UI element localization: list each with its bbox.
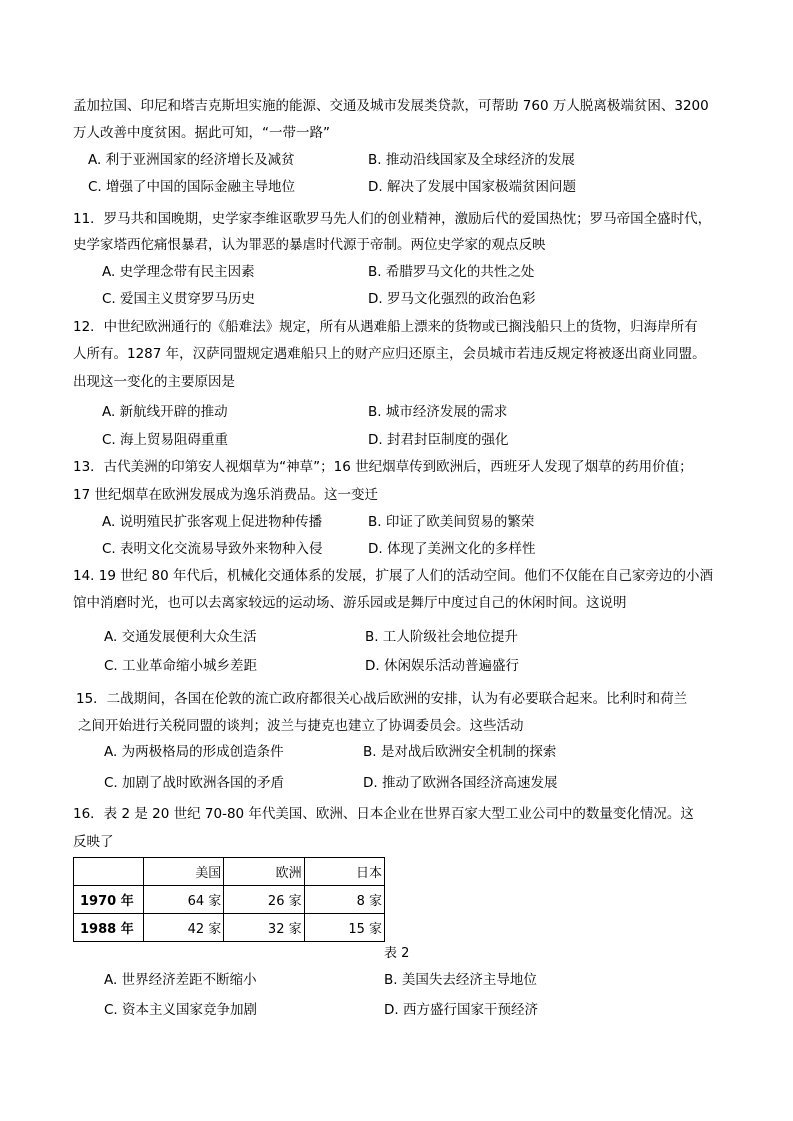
q13-option-b: B. 印证了欧美间贸易的繁荣 (368, 514, 535, 530)
table-header-row (74, 858, 385, 886)
q14-stem-line-1: 14. 19 世纪 80 年代后，机械化交通体系的发展，扩展了人们的活动空间。他们不仅能在自己家旁边的小酒 (73, 568, 713, 584)
table-caption: 表 2 (384, 946, 410, 961)
q10-stem-line-1: 孟加拉国、印尼和塔吉克斯坦实施的能源、交通及城市发展类贷款，可帮助 760 万人脱离极端贫困、3200 (73, 98, 709, 114)
q14-stem-line-2: 馆中消磨时光，也可以去离家较远的运动场、游乐园或是舞厅中度过自己的休闲时间。这说明 (73, 595, 627, 611)
q11-option-d: D. 罗马文化强烈的政治色彩 (368, 291, 536, 307)
q12-option-b: B. 城市经济发展的需求 (368, 404, 508, 420)
q14-option-d: D. 休闲娱乐活动普遍盛行 (365, 658, 519, 674)
q14-option-c: C. 工业革命缩小城乡差距 (104, 658, 258, 674)
q11-option-b: B. 希腊罗马文化的共性之处 (368, 264, 535, 280)
q13-option-d: D. 体现了美洲文化的多样性 (368, 541, 536, 557)
q16-option-b: B. 美国失去经济主导地位 (384, 972, 537, 988)
table-row-header: 1988 年 (74, 914, 144, 942)
q14-option-a: A. 交通发展便利大众生活 (104, 629, 257, 645)
q10-option-a: A. 利于亚洲国家的经济增长及减贫 (88, 152, 295, 168)
table-header-cell: 日本 (304, 858, 384, 886)
q11-stem-line-1: 11．罗马共和国晚期，史学家李维讴歌罗马先人们的创业精神，激励后代的爱国热忱；罗马帝国全盛时代， (73, 211, 712, 227)
q10-option-d: D. 解决了发展中国家极端贫困问题 (368, 179, 576, 195)
q15-stem-line-2: 之间开始进行关税同盟的谈判；波兰与捷克也建立了协调委员会。这些活动 (78, 718, 524, 734)
q13-stem-line-1: 13．古代美洲的印第安人视烟草为“神草”；16 世纪烟草传到欧洲后，西班牙人发现了烟草的药用价值； (73, 459, 693, 475)
table-row-header: 1970 年 (74, 886, 144, 914)
q15-option-a: A. 为两极格局的形成创造条件 (104, 744, 284, 760)
q11-option-a: A. 史学理念带有民主因素 (102, 264, 255, 280)
table-header-cell: 欧洲 (224, 858, 304, 886)
data-table (73, 857, 385, 942)
q13-stem-line-2: 17 世纪烟草在欧洲发展成为逸乐消费品。这一变迁 (73, 487, 378, 503)
q16-option-c: C. 资本主义国家竞争加剧 (104, 1002, 258, 1018)
q10-option-c: C. 增强了中国的国际金融主导地位 (88, 179, 296, 195)
table-cell: 26 家 (224, 886, 304, 914)
q15-option-b: B. 是对战后欧洲安全机制的探索 (363, 744, 557, 760)
table-header-cell (74, 858, 144, 886)
q10-option-b: B. 推动沿线国家及全球经济的发展 (368, 152, 575, 168)
table-cell: 8 家 (304, 886, 384, 914)
q15-option-d: D. 推动了欧洲各国经济高速发展 (363, 775, 558, 791)
table-cell: 64 家 (143, 886, 223, 914)
q12-stem-line-3: 出现这一变化的主要原因是 (73, 374, 235, 390)
q16-stem-line-1: 16．表 2 是 20 世纪 70-80 年代美国、欧洲、日本企业在世界百家大型工业公司中的数量变化情况。这 (73, 806, 694, 822)
q13-option-a: A. 说明殖民扩张客观上促进物种传播 (102, 514, 323, 530)
q12-option-d: D. 封君封臣制度的强化 (368, 432, 509, 448)
q11-option-c: C. 爱国主义贯穿罗马历史 (102, 291, 256, 307)
table-row (74, 886, 385, 914)
q14-option-b: B. 工人阶级社会地位提升 (365, 629, 518, 645)
table-cell: 42 家 (143, 914, 223, 942)
q15-stem-line-1: 15．二战期间，各国在伦敦的流亡政府都很关心战后欧洲的安排，认为有必要联合起来。比利时和荷兰 (76, 691, 688, 707)
table-row (74, 914, 385, 942)
table-cell: 15 家 (304, 914, 384, 942)
q11-stem-line-2: 史学家塔西佗痛恨暴君，认为罪恶的暴虐时代源于帝制。两位史学家的观点反映 (73, 237, 546, 253)
q16-option-a: A. 世界经济差距不断缩小 (104, 972, 257, 988)
q16-option-d: D. 西方盛行国家干预经济 (384, 1002, 538, 1018)
table-header-cell: 美国 (143, 858, 223, 886)
q12-stem-line-1: 12．中世纪欧洲通行的《船难法》规定，所有从遇难船上漂来的货物或已搁浅船只上的货物，归海岸所有 (73, 319, 698, 335)
q10-stem-line-2: 万人改善中度贫困。据此可知，“一带一路” (73, 125, 330, 141)
q12-option-a: A. 新航线开辟的推动 (102, 404, 228, 420)
q13-option-c: C. 表明文化交流易导致外来物种入侵 (102, 541, 323, 557)
q15-option-c: C. 加剧了战时欧洲各国的矛盾 (104, 775, 285, 791)
q12-stem-line-2: 人所有。1287 年，汉萨同盟规定遇难船只上的财产应归还原主，会员城市若违反规定将被逐出商业同盟。 (73, 346, 706, 362)
q16-stem-line-2: 反映了 (73, 834, 114, 850)
table-cell: 32 家 (224, 914, 304, 942)
q12-option-c: C. 海上贸易阻碍重重 (102, 432, 229, 448)
